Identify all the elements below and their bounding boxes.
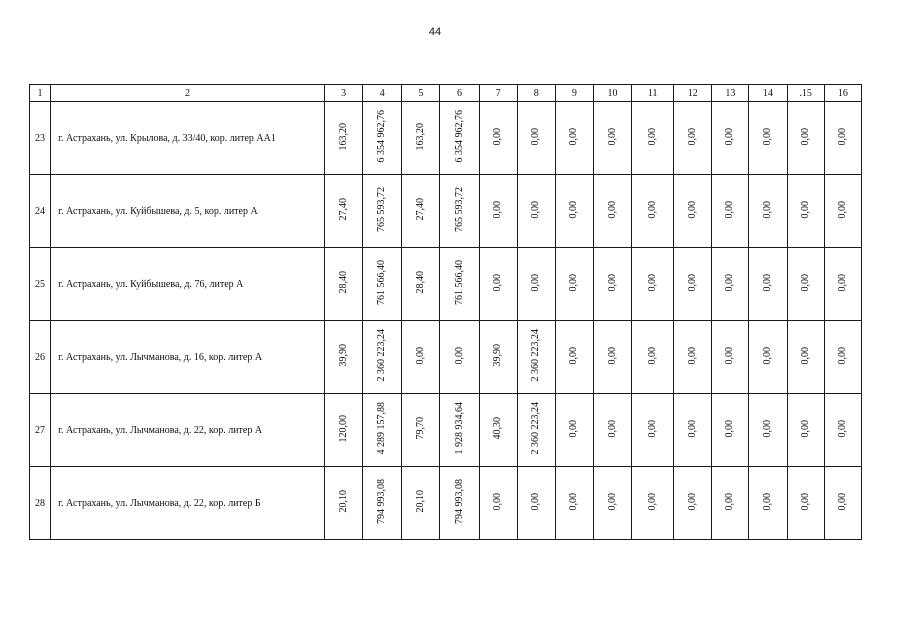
value-text: 0,00 xyxy=(492,127,504,146)
value-text: 40,30 xyxy=(492,417,504,440)
value-text: 0,00 xyxy=(568,346,580,365)
value-cell xyxy=(440,248,479,321)
value-text: 0,00 xyxy=(762,346,774,365)
row-number-cell: 25 xyxy=(30,248,51,321)
value-cell xyxy=(517,175,555,248)
value-text: 0,00 xyxy=(568,419,580,438)
value-text: 28,40 xyxy=(414,271,426,294)
value-text: 794 993,08 xyxy=(453,479,465,524)
value-text: 0,00 xyxy=(724,273,736,292)
value-text: 0,00 xyxy=(724,200,736,219)
value-cell xyxy=(593,175,631,248)
value-cell xyxy=(593,248,631,321)
table-row xyxy=(30,175,862,248)
value-cell xyxy=(479,467,517,540)
value-text: 27,40 xyxy=(414,198,426,221)
value-cell xyxy=(712,321,749,394)
value-cell xyxy=(712,102,749,175)
table-row xyxy=(30,248,862,321)
value-cell xyxy=(824,394,861,467)
value-text: 765 593,72 xyxy=(453,187,465,232)
value-text: 0,00 xyxy=(836,492,848,511)
value-text: 2 360 223,24 xyxy=(530,402,542,455)
value-cell xyxy=(555,102,593,175)
table-row xyxy=(30,321,862,394)
value-cell xyxy=(517,394,555,467)
column-number-cell: 14 xyxy=(749,85,787,102)
address-cell: г. Астрахань, ул. Куйбышева, д. 5, кор. литер А xyxy=(51,175,325,248)
value-cell xyxy=(674,102,712,175)
value-text: 39,90 xyxy=(337,344,349,367)
value-cell xyxy=(440,321,479,394)
value-cell xyxy=(749,175,787,248)
value-cell xyxy=(363,321,402,394)
address-cell: г. Астрахань, ул. Лычманова, д. 16, кор. литер А xyxy=(51,321,325,394)
value-text: 2 360 223,24 xyxy=(530,329,542,382)
value-text: 0,00 xyxy=(606,200,618,219)
value-cell xyxy=(555,248,593,321)
value-cell xyxy=(749,102,787,175)
value-text: 761 566,40 xyxy=(376,260,388,305)
value-cell xyxy=(749,321,787,394)
value-text: 0,00 xyxy=(646,492,658,511)
value-text: 0,00 xyxy=(836,127,848,146)
value-text: 0,00 xyxy=(799,200,811,219)
column-number-cell: 6 xyxy=(440,85,479,102)
value-cell xyxy=(593,467,631,540)
value-cell xyxy=(824,248,861,321)
value-text: 28,40 xyxy=(337,271,349,294)
value-cell xyxy=(593,321,631,394)
row-number-cell: 27 xyxy=(30,394,51,467)
value-text: 0,00 xyxy=(646,346,658,365)
address-cell: г. Астрахань, ул. Лычманова, д. 22, кор. литер А xyxy=(51,394,325,467)
value-text: 0,00 xyxy=(724,346,736,365)
value-cell xyxy=(363,102,402,175)
value-cell xyxy=(325,394,363,467)
value-cell xyxy=(824,321,861,394)
value-cell xyxy=(440,102,479,175)
address-cell: г. Астрахань, ул. Куйбышева, д. 76, литер А xyxy=(51,248,325,321)
column-number-row xyxy=(30,85,862,102)
value-cell xyxy=(555,321,593,394)
value-text: 0,00 xyxy=(530,127,542,146)
value-cell xyxy=(632,102,674,175)
value-cell xyxy=(555,394,593,467)
value-text: 0,00 xyxy=(453,346,465,365)
value-text: 0,00 xyxy=(530,492,542,511)
value-cell xyxy=(325,102,363,175)
value-cell xyxy=(787,102,824,175)
value-cell xyxy=(749,467,787,540)
value-text: 0,00 xyxy=(606,127,618,146)
value-text: 765 593,72 xyxy=(376,187,388,232)
value-cell xyxy=(674,467,712,540)
value-cell xyxy=(440,175,479,248)
value-text: 0,00 xyxy=(799,346,811,365)
value-cell xyxy=(593,394,631,467)
value-cell xyxy=(517,102,555,175)
value-cell xyxy=(787,467,824,540)
value-cell xyxy=(479,248,517,321)
value-text: 0,00 xyxy=(799,419,811,438)
value-text: 0,00 xyxy=(724,419,736,438)
value-cell xyxy=(440,394,479,467)
value-text: 0,00 xyxy=(568,200,580,219)
value-cell xyxy=(787,321,824,394)
value-cell xyxy=(517,248,555,321)
value-text: 120,00 xyxy=(337,414,349,443)
column-number-cell: 16 xyxy=(824,85,861,102)
value-cell xyxy=(712,394,749,467)
value-cell xyxy=(325,321,363,394)
value-cell xyxy=(479,394,517,467)
column-number-cell: 11 xyxy=(632,85,674,102)
value-cell xyxy=(632,321,674,394)
value-cell xyxy=(712,467,749,540)
value-text: 0,00 xyxy=(762,273,774,292)
value-text: 0,00 xyxy=(724,492,736,511)
value-cell xyxy=(479,321,517,394)
value-cell xyxy=(363,175,402,248)
row-number-cell: 24 xyxy=(30,175,51,248)
value-text: 6 354 962,76 xyxy=(376,110,388,163)
value-text: 0,00 xyxy=(606,419,618,438)
column-number-cell: 2 xyxy=(51,85,325,102)
value-text: 0,00 xyxy=(686,419,698,438)
value-text: 0,00 xyxy=(646,200,658,219)
value-text: 0,00 xyxy=(836,200,848,219)
value-text: 0,00 xyxy=(799,273,811,292)
value-cell xyxy=(479,175,517,248)
value-cell xyxy=(632,467,674,540)
value-text: 0,00 xyxy=(836,273,848,292)
value-cell xyxy=(824,175,861,248)
page-number: 44 xyxy=(428,26,442,38)
row-number-cell: 26 xyxy=(30,321,51,394)
table-row xyxy=(30,394,862,467)
value-text: 163,20 xyxy=(414,122,426,151)
value-text: 0,00 xyxy=(762,127,774,146)
value-cell xyxy=(517,321,555,394)
value-cell xyxy=(674,248,712,321)
row-number-cell: 23 xyxy=(30,102,51,175)
value-text: 0,00 xyxy=(724,127,736,146)
value-text: 0,00 xyxy=(568,127,580,146)
table-body xyxy=(30,85,862,540)
value-cell xyxy=(363,394,402,467)
value-text: 163,20 xyxy=(337,122,349,151)
value-text: 0,00 xyxy=(799,127,811,146)
address-cell: г. Астрахань, ул. Крылова, д. 33/40, кор. литер АА1 xyxy=(51,102,325,175)
column-number-cell: 5 xyxy=(402,85,440,102)
value-text: 0,00 xyxy=(762,492,774,511)
value-cell xyxy=(712,175,749,248)
value-text: 0,00 xyxy=(492,492,504,511)
value-text: 0,00 xyxy=(762,419,774,438)
value-text: 0,00 xyxy=(646,127,658,146)
value-text: 0,00 xyxy=(836,419,848,438)
column-number-cell: 3 xyxy=(325,85,363,102)
value-cell xyxy=(325,248,363,321)
value-cell xyxy=(824,102,861,175)
value-cell xyxy=(593,102,631,175)
value-cell xyxy=(402,102,440,175)
value-text: 0,00 xyxy=(646,419,658,438)
value-cell xyxy=(749,248,787,321)
value-cell xyxy=(402,248,440,321)
column-number-cell: 9 xyxy=(555,85,593,102)
value-text: 0,00 xyxy=(492,273,504,292)
value-text: 0,00 xyxy=(686,273,698,292)
value-text: 6 354 962,76 xyxy=(453,110,465,163)
value-cell xyxy=(363,467,402,540)
column-number-cell: 7 xyxy=(479,85,517,102)
value-cell xyxy=(479,102,517,175)
value-text: 39,90 xyxy=(492,344,504,367)
value-text: 761 566,40 xyxy=(453,260,465,305)
value-cell xyxy=(402,175,440,248)
value-text: 2 360 223,24 xyxy=(376,329,388,382)
table-row xyxy=(30,102,862,175)
value-text: 0,00 xyxy=(686,200,698,219)
column-number-cell: 4 xyxy=(363,85,402,102)
value-text: 0,00 xyxy=(530,200,542,219)
value-cell xyxy=(787,394,824,467)
value-text: 20,10 xyxy=(414,490,426,513)
value-text: 4 289 157,88 xyxy=(376,402,388,455)
value-cell xyxy=(674,321,712,394)
address-cell: г. Астрахань, ул. Лычманова, д. 22, кор. литер Б xyxy=(51,467,325,540)
value-cell xyxy=(555,467,593,540)
value-text: 0,00 xyxy=(686,127,698,146)
column-number-cell: 1 xyxy=(30,85,51,102)
value-text: 0,00 xyxy=(606,492,618,511)
value-cell xyxy=(632,248,674,321)
value-text: 0,00 xyxy=(836,346,848,365)
value-cell xyxy=(632,394,674,467)
value-text: 0,00 xyxy=(530,273,542,292)
value-cell xyxy=(325,175,363,248)
value-cell xyxy=(363,248,402,321)
value-text: 0,00 xyxy=(686,346,698,365)
row-number-cell: 28 xyxy=(30,467,51,540)
column-number-cell: 12 xyxy=(674,85,712,102)
column-number-cell: 10 xyxy=(593,85,631,102)
value-text: 0,00 xyxy=(568,273,580,292)
value-cell xyxy=(555,175,593,248)
value-text: 0,00 xyxy=(414,346,426,365)
value-cell xyxy=(402,321,440,394)
value-text: 0,00 xyxy=(606,273,618,292)
value-text: 0,00 xyxy=(606,346,618,365)
value-text: 794 993,08 xyxy=(376,479,388,524)
value-text: 0,00 xyxy=(492,200,504,219)
value-cell xyxy=(712,248,749,321)
value-cell xyxy=(517,467,555,540)
value-cell xyxy=(402,467,440,540)
value-text: 0,00 xyxy=(568,492,580,511)
value-cell xyxy=(402,394,440,467)
column-number-cell: .15 xyxy=(787,85,824,102)
column-number-cell: 13 xyxy=(712,85,749,102)
value-text: 0,00 xyxy=(762,200,774,219)
value-text: 20,10 xyxy=(337,490,349,513)
value-text: 0,00 xyxy=(686,492,698,511)
value-text: 1 928 934,64 xyxy=(453,402,465,455)
value-text: 0,00 xyxy=(799,492,811,511)
column-number-cell: 8 xyxy=(517,85,555,102)
value-cell xyxy=(749,394,787,467)
value-cell xyxy=(674,394,712,467)
value-cell xyxy=(824,467,861,540)
value-cell xyxy=(440,467,479,540)
value-text: 0,00 xyxy=(646,273,658,292)
value-cell xyxy=(787,175,824,248)
value-text: 79,70 xyxy=(414,417,426,440)
value-text: 27,40 xyxy=(337,198,349,221)
value-cell xyxy=(325,467,363,540)
register-table xyxy=(29,84,862,540)
value-cell xyxy=(632,175,674,248)
table-row xyxy=(30,467,862,540)
value-cell xyxy=(674,175,712,248)
value-cell xyxy=(787,248,824,321)
